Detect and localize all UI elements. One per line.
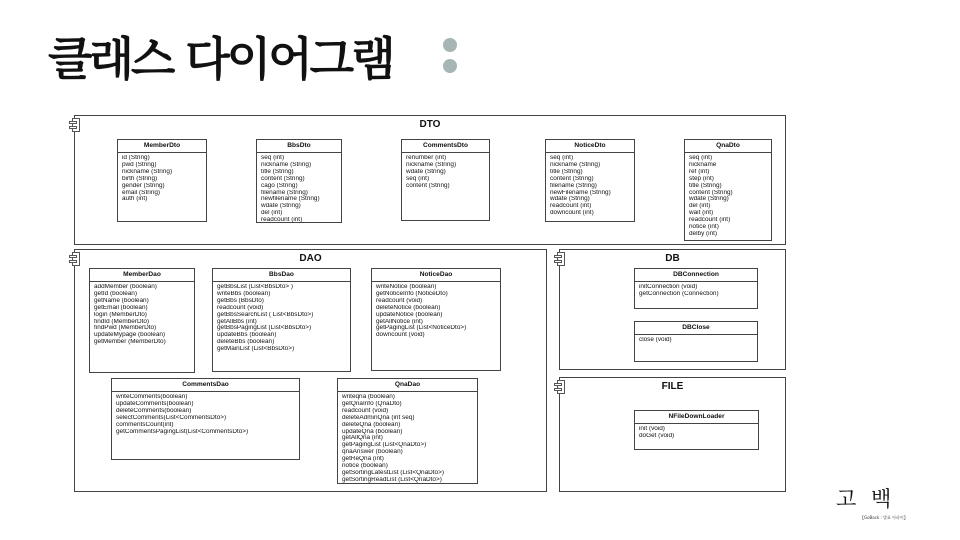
- class-member: nickname (String): [261, 161, 312, 168]
- class-member: wdate (String): [406, 168, 446, 175]
- class-member: downcount (void): [376, 332, 425, 339]
- class-members: [112, 392, 299, 437]
- logo-text: 고 백: [836, 487, 896, 511]
- class-members: [402, 153, 489, 192]
- package-title: FILE: [661, 381, 684, 392]
- class-member-dao: [89, 268, 195, 373]
- class-member: updateComments(boolean): [116, 400, 194, 407]
- page-title: 클래스 다이어그램: [48, 32, 393, 86]
- class-member: getMainList (List<BbsDto>): [217, 346, 295, 353]
- class-member: getBbsList (List<BbsDto> ): [217, 284, 294, 290]
- class-member: doGet (void): [639, 432, 675, 439]
- class-member: findPwd (MemberDto): [94, 325, 157, 332]
- class-member: deleteAdminQna (int seq): [342, 414, 415, 421]
- class-name: NoticeDto: [546, 140, 634, 153]
- class-member: getAllBbs (int): [217, 318, 257, 325]
- class-member: findId (MemberDto): [94, 318, 150, 325]
- class-member: deleteNotice (boolean): [376, 304, 441, 311]
- class-member: readcount (void): [342, 407, 389, 414]
- class-member: initConnection (void): [639, 284, 698, 290]
- class-member: del (int): [261, 210, 283, 217]
- class-member: getMember (MemberDto): [94, 339, 166, 346]
- class-member: getBbsSearchList ( List<BbsDto>): [217, 311, 314, 318]
- class-member: pwd (String): [122, 161, 157, 168]
- class-member: writeNotice (boolean): [376, 284, 437, 290]
- class-member: cago (String): [261, 182, 298, 189]
- class-member: getConnection (Connection): [639, 290, 719, 297]
- class-member: getSortingLatestList (List<QnaDto>): [342, 469, 444, 476]
- class-members: [635, 335, 757, 346]
- class-member: getName (boolean): [94, 297, 149, 304]
- package-title: DAO: [299, 253, 322, 264]
- class-member: getReQna (int): [342, 456, 384, 463]
- class-name: MemberDto: [118, 140, 206, 153]
- class-member: readcount (int): [550, 203, 592, 210]
- class-member: getPagingList (List<NoticeDto>): [376, 325, 467, 332]
- class-members: [257, 153, 341, 226]
- class-member: auth (int): [122, 196, 148, 203]
- class-name: BbsDao: [213, 269, 350, 282]
- class-member: seq (int): [689, 155, 713, 161]
- class-members: [635, 282, 757, 300]
- class-member: readcount (int): [689, 217, 731, 224]
- class-qna-dto: [684, 139, 772, 241]
- class-member: getBbs (BbsDto): [217, 297, 264, 304]
- class-member-dto: [117, 139, 207, 222]
- class-member: title (String): [689, 182, 722, 189]
- class-member: nickname (String): [406, 161, 457, 168]
- class-member: updateMypage (boolean): [94, 332, 166, 339]
- class-comments-dao: [111, 378, 300, 460]
- class-member: seq (int): [261, 155, 285, 161]
- class-name: NFileDownLoader: [635, 411, 758, 424]
- package-dao: [74, 249, 547, 492]
- class-member: content (String): [406, 182, 450, 189]
- class-member: newFilename (String): [550, 189, 611, 196]
- title-dots: [443, 38, 457, 80]
- class-member: title (String): [550, 168, 583, 175]
- class-member: deleteComments(boolean): [116, 407, 192, 414]
- class-members: [338, 392, 477, 486]
- class-member: wdate (String): [261, 203, 301, 210]
- class-member: readcount (void): [217, 304, 264, 311]
- class-member: del (int): [689, 203, 711, 210]
- class-member: getBbsPagingList (List<BbsDto>): [217, 325, 312, 332]
- dot-bottom: [443, 59, 457, 73]
- package-title: DTO: [419, 119, 441, 130]
- class-member: wdate (String): [689, 196, 729, 203]
- class-member: wdate (String): [550, 196, 590, 203]
- class-member: close (void): [639, 337, 672, 343]
- class-member: readcount (void): [376, 297, 423, 304]
- class-nfile-downloader: [634, 410, 759, 450]
- class-member: deleteBbs (boolean): [217, 339, 275, 346]
- class-member: nickname: [689, 161, 717, 168]
- class-notice-dto: [545, 139, 635, 222]
- class-name: CommentsDto: [402, 140, 489, 153]
- class-member: writeBbs (boolean): [217, 290, 271, 297]
- class-member: seq (int): [406, 175, 430, 182]
- package-db: [559, 249, 786, 370]
- class-members: [546, 153, 634, 219]
- class-member: getCommentsPagingList(List<CommentsDto>): [116, 428, 249, 435]
- class-member: getAllNotice (int): [376, 318, 423, 325]
- class-members: [90, 282, 194, 348]
- package-file: [559, 377, 786, 492]
- class-member: delby (int): [689, 230, 718, 237]
- class-member: wait (int): [689, 210, 714, 217]
- class-name: MemberDao: [90, 269, 194, 282]
- class-members: [635, 424, 758, 442]
- class-member: id (String): [122, 155, 150, 161]
- class-name: DBClose: [635, 322, 757, 335]
- class-name: CommentsDao: [112, 379, 299, 392]
- class-comments-dto: [401, 139, 490, 221]
- class-name: QnaDto: [685, 140, 771, 153]
- class-member: renumber (int): [406, 155, 447, 161]
- class-name: QnaDao: [338, 379, 477, 392]
- class-member: deleteQna (boolean): [342, 421, 401, 428]
- class-member: updateQna (boolean): [342, 428, 403, 435]
- class-member: qnaAnswer (boolean): [342, 449, 403, 456]
- class-members: [213, 282, 350, 355]
- class-member: content (String): [689, 189, 733, 196]
- class-member: notice (int): [689, 224, 719, 231]
- logo-subtext: 【GoBack : 발표 아파이】: [860, 515, 908, 520]
- class-member: updateNotice (boolean): [376, 311, 443, 318]
- class-member: birth (String): [122, 175, 158, 182]
- class-member: content (String): [550, 175, 594, 182]
- dot-top: [443, 38, 457, 52]
- class-member: content (String): [261, 175, 305, 182]
- class-members: [685, 153, 771, 240]
- class-member: newfilename (String): [261, 196, 320, 203]
- class-member: gender (String): [122, 182, 165, 189]
- brand-logo: [836, 487, 908, 521]
- class-member: commentsCount(int): [116, 421, 174, 428]
- class-member: selectComments(List<CommentsDto>): [116, 414, 227, 421]
- class-member: seq (int): [550, 155, 574, 161]
- class-db-connection: [634, 268, 758, 309]
- class-bbs-dao: [212, 268, 351, 372]
- class-member: nickname (String): [550, 161, 601, 168]
- class-member: getEmail (boolean): [94, 304, 148, 311]
- class-member: email (String): [122, 189, 160, 196]
- class-name: DBConnection: [635, 269, 757, 282]
- package-dto: [74, 115, 786, 245]
- class-members: [372, 282, 500, 341]
- class-member: writeqna (boolean): [342, 394, 395, 400]
- class-member: getNoticeInfo (NoticeDto): [376, 290, 448, 297]
- class-member: addMember (boolean): [94, 284, 157, 290]
- class-bbs-dto: [256, 139, 342, 223]
- class-member: init (void): [639, 426, 665, 432]
- class-notice-dao: [371, 268, 501, 371]
- class-member: getId (boolean): [94, 290, 137, 297]
- class-member: getAllQna (int): [342, 435, 383, 442]
- class-member: updateBbs (boolean): [217, 332, 277, 339]
- class-name: BbsDto: [257, 140, 341, 153]
- class-member: getPagingList (List<QnaDto>): [342, 442, 427, 449]
- class-member: filename (String): [550, 182, 597, 189]
- class-member: filename (String): [261, 189, 308, 196]
- package-title: DB: [665, 253, 680, 264]
- class-member: notice (boolean): [342, 463, 388, 470]
- class-member: nickname (String): [122, 168, 173, 175]
- class-name: NoticeDao: [372, 269, 500, 282]
- class-db-close: [634, 321, 758, 362]
- class-members: [118, 153, 206, 205]
- class-member: getQnaInfo (QnaDto): [342, 400, 402, 407]
- class-member: readcount (int): [261, 217, 303, 224]
- class-member: login (MemberDto): [94, 311, 147, 318]
- class-member: writeComments(boolean): [116, 394, 188, 400]
- class-member: downcount (int): [550, 210, 594, 217]
- class-member: getSortingReadList (List<QnaDto>): [342, 476, 442, 483]
- class-qna-dao: [337, 378, 478, 484]
- class-member: step (int): [689, 175, 714, 182]
- class-member: ref (int): [689, 168, 710, 175]
- class-member: title (String): [261, 168, 294, 175]
